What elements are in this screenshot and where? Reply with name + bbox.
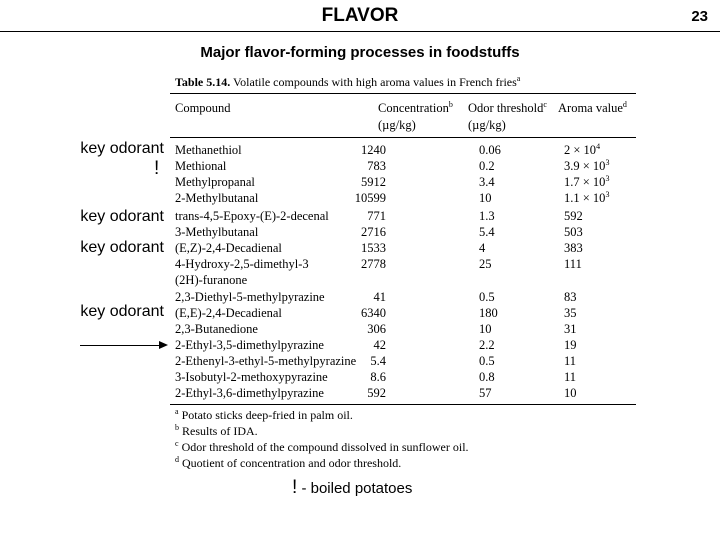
aroma-base: 503 [564, 225, 583, 239]
table-row [170, 175, 636, 191]
table-row [170, 209, 636, 225]
concentration-cell: 783 [367, 159, 386, 173]
odor-threshold-cell: 180 [479, 306, 498, 320]
table-caption-label: Table 5.14. [175, 75, 231, 89]
footnote-mark: a [175, 407, 179, 416]
concentration-cell: 5.4 [370, 354, 386, 368]
table-row [170, 257, 636, 273]
concentration-cell: 2778 [361, 257, 386, 271]
aroma-base: 2 × 10 [564, 143, 597, 157]
table-row [170, 225, 636, 241]
table-row [170, 386, 636, 402]
footnote [175, 424, 258, 439]
aroma-value-cell [564, 257, 582, 272]
footnote [175, 408, 353, 423]
odor-threshold-cell: 10 [479, 191, 492, 205]
footnote-text: Quotient of concentration and odor threshold. [182, 456, 402, 470]
table-row [170, 273, 636, 289]
page-number: 23 [691, 8, 708, 25]
odor-threshold-cell: 3.4 [479, 175, 495, 189]
aroma-base: 31 [564, 322, 577, 336]
aroma-base: 1.7 × 10 [564, 175, 606, 189]
table-row [170, 143, 636, 159]
slide-subtitle: Major flavor-forming processes in foodstuffs [200, 44, 520, 61]
concentration-label: Concentration [378, 101, 449, 115]
compound-cell: (2H)-furanone [175, 273, 248, 287]
aroma-exponent: 3 [605, 189, 610, 199]
aroma-value-cell [564, 225, 583, 240]
aroma-base: 35 [564, 306, 577, 320]
arrow-line [80, 345, 162, 346]
footnote-mark: d [175, 455, 179, 464]
aroma-exponent: 3 [605, 157, 610, 167]
aroma-base: 83 [564, 290, 577, 304]
arrow-right-icon [159, 341, 168, 349]
footnote-mark: b [175, 423, 179, 432]
compound-cell: 4-Hydroxy-2,5-dimethyl-3 [175, 257, 309, 271]
aroma-value-cell [564, 322, 577, 337]
aroma-value-cell [564, 143, 600, 158]
table-top-rule [170, 93, 636, 94]
aroma-base: 1.1 × 10 [564, 191, 606, 205]
footnote-mark: c [175, 439, 179, 448]
compound-cell: Methylpropanal [175, 175, 255, 189]
odor-threshold-cell: 25 [479, 257, 492, 271]
header-divider [0, 31, 720, 32]
aroma-value-cell [564, 354, 576, 369]
compound-cell: 2,3-Diethyl-5-methylpyrazine [175, 290, 325, 304]
page-title: FLAVOR [321, 5, 399, 26]
aroma-exponent: 3 [605, 173, 610, 183]
column-header-odor-threshold [468, 101, 547, 116]
table-caption-sup: a [516, 74, 521, 83]
aroma-base: 111 [564, 257, 582, 271]
concentration-cell: 6340 [361, 306, 386, 320]
odor-threshold-cell: 0.8 [479, 370, 495, 384]
concentration-cell: 771 [367, 209, 386, 223]
odor-threshold-cell: 57 [479, 386, 492, 400]
table-row [170, 306, 636, 322]
footnote-text: Odor threshold of the compound dissolved in sunflower oil. [181, 440, 469, 454]
aroma-value-cell [564, 175, 609, 190]
table-row [170, 290, 636, 306]
concentration-cell: 10599 [354, 191, 386, 205]
concentration-cell: 306 [367, 322, 386, 336]
odor-threshold-cell: 0.2 [479, 159, 495, 173]
concentration-sup: b [448, 99, 453, 109]
odor-threshold-cell: 0.5 [479, 354, 495, 368]
table-caption [175, 75, 520, 90]
aroma-base: 19 [564, 338, 577, 352]
compound-cell: (E,Z)-2,4-Decadienal [175, 241, 282, 255]
footnote [175, 456, 401, 471]
column-header-aroma-value [558, 101, 627, 116]
compound-cell: trans-4,5-Epoxy-(E)-2-decenal [175, 209, 329, 223]
aroma-value-cell [564, 338, 577, 353]
compound-cell: 2-Ethyl-3,6-dimethylpyrazine [175, 386, 324, 400]
concentration-cell: 2716 [361, 225, 386, 239]
key-odorant-annotation: key odorant [80, 208, 164, 225]
boiled-potato-marker: ! [154, 158, 160, 179]
key-odorant-annotation: key odorant [80, 140, 164, 157]
column-header-concentration [378, 101, 453, 116]
table-bottom-rule [170, 404, 636, 405]
compound-cell: 2-Ethyl-3,5-dimethylpyrazine [175, 338, 324, 352]
aroma-value-cell [564, 159, 609, 174]
aroma-base: 592 [564, 209, 583, 223]
concentration-cell: 1533 [361, 241, 386, 255]
compound-cell: Methional [175, 159, 227, 173]
aroma-value-sup: d [622, 99, 627, 109]
compound-cell: (E,E)-2,4-Decadienal [175, 306, 282, 320]
aroma-value-cell [564, 306, 577, 321]
table-row [170, 159, 636, 175]
table-row [170, 241, 636, 257]
aroma-base: 3.9 × 10 [564, 159, 606, 173]
footnote-text: Results of IDA. [182, 424, 258, 438]
table-row [170, 354, 636, 370]
compound-cell: 2,3-Butanedione [175, 322, 258, 336]
legend [292, 477, 412, 499]
legend-marker: ! [292, 477, 298, 498]
odor-threshold-label: Odor threshold [468, 101, 544, 115]
concentration-cell: 1240 [361, 143, 386, 157]
aroma-value-label: Aroma value [558, 101, 623, 115]
aroma-base: 383 [564, 241, 583, 255]
concentration-cell: 8.6 [370, 370, 386, 384]
aroma-value-cell [564, 290, 577, 305]
compound-cell: 2-Methylbutanal [175, 191, 259, 205]
odor-threshold-sup: c [543, 99, 547, 109]
legend-text: - boiled potatoes [301, 480, 413, 497]
aroma-value-cell [564, 209, 583, 224]
aroma-base: 10 [564, 386, 577, 400]
concentration-cell: 41 [373, 290, 386, 304]
odor-threshold-cell: 1.3 [479, 209, 495, 223]
footnote-text: Potato sticks deep-fried in palm oil. [181, 408, 353, 422]
odor-threshold-cell: 5.4 [479, 225, 495, 239]
table-header-rule [170, 137, 636, 138]
compound-cell: 3-Isobutyl-2-methoxypyrazine [175, 370, 328, 384]
column-header-compound: Compound [175, 101, 231, 115]
odor-threshold-cell: 0.5 [479, 290, 495, 304]
table-row [170, 191, 636, 207]
aroma-exponent: 4 [596, 141, 601, 151]
aroma-value-cell [564, 241, 583, 256]
footnote [175, 440, 469, 455]
concentration-cell: 592 [367, 386, 386, 400]
aroma-value-cell [564, 191, 609, 206]
key-odorant-annotation: key odorant [80, 239, 164, 256]
odor-threshold-cell: 10 [479, 322, 492, 336]
compound-cell: Methanethiol [175, 143, 242, 157]
odor-threshold-cell: 2.2 [479, 338, 495, 352]
column-unit-odor-threshold: (µg/kg) [468, 118, 506, 132]
odor-threshold-cell: 4 [479, 241, 486, 255]
concentration-cell: 5912 [361, 175, 386, 189]
aroma-value-cell [564, 386, 577, 401]
aroma-base: 11 [564, 354, 577, 368]
aroma-base: 11 [564, 370, 577, 384]
odor-threshold-cell: 0.06 [479, 143, 501, 157]
aroma-value-cell [564, 370, 576, 385]
key-odorant-annotation: key odorant [80, 303, 164, 320]
table-row [170, 338, 636, 354]
table-caption-text: Volatile compounds with high aroma values in French fries [233, 75, 517, 89]
concentration-cell: 42 [373, 338, 386, 352]
table-row [170, 370, 636, 386]
compound-cell: 3-Methylbutanal [175, 225, 259, 239]
compound-cell: 2-Ethenyl-3-ethyl-5-methylpyrazine [175, 354, 357, 368]
column-unit-concentration: (µg/kg) [378, 118, 416, 132]
table-row [170, 322, 636, 338]
